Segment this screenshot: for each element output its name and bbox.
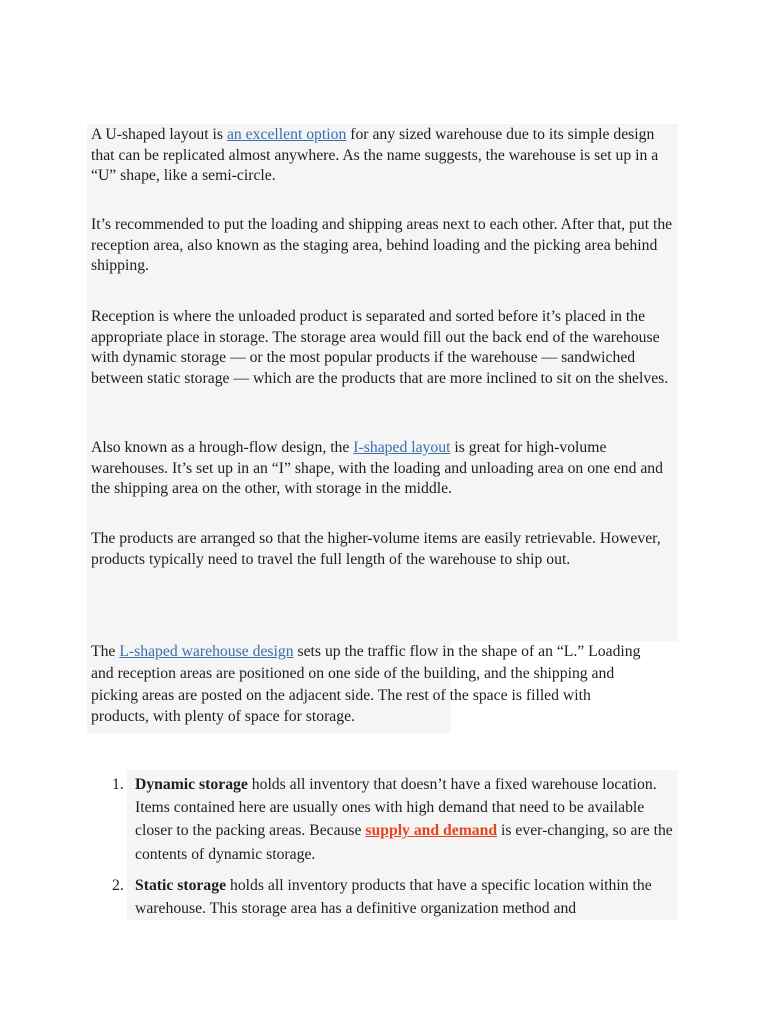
paragraph-text: The [91, 643, 120, 660]
paragraph-text: for any sized warehouse due to its simple design that can be replicated almost anywhere. As the name suggests, the warehouse is set up in a “U” shape, like a semi-circle. [91, 126, 659, 184]
link-supply-and-demand[interactable]: supply and demand [365, 822, 498, 840]
paragraph-i-shaped-layout [91, 438, 679, 500]
link-excellent-option[interactable]: an excellent option [226, 126, 347, 143]
list-item-text: is ever-changing, so are the contents of dynamic storage. [135, 822, 673, 863]
list-item-dynamic-storage [95, 773, 678, 866]
list-item-static-storage [95, 874, 678, 920]
paragraph-u-shaped-layout [91, 125, 679, 187]
list-item-term: Dynamic storage [135, 776, 248, 793]
paragraph-reception: Reception is where the unloaded product is separated and sorted before it’s placed in the appropriate place in storage. The storage area would fill out the back end of the warehouse with dynamic storage — or the most popular products if the warehouse — sandwiched between static storage — which are the products that are more inclined to sit on the shelves. [91, 308, 669, 387]
list-item-text: holds all inventory that doesn’t have a fixed warehouse location. Items contained here are usually ones with high demand that need to be available closer to the packing areas. Because [135, 776, 657, 840]
list-number: 2. [112, 876, 124, 894]
list-number: 1. [112, 776, 124, 793]
list-item-text: holds all inventory products that have a specific location within the warehouse. This storage area has a definitive organization method and [135, 876, 652, 918]
storage-types-list [95, 773, 678, 928]
paragraph-l-shaped-design [91, 641, 651, 728]
paragraph-text: is great for high-volume warehouses. It’s set up in an “I” shape, with the loading and unloading area on one end and the shipping area on the other, with storage in the middle. [91, 439, 663, 497]
link-i-shaped-layout[interactable]: I-shaped layout [353, 439, 451, 456]
paragraph-text: A U-shaped layout is [91, 126, 227, 143]
link-l-shaped-warehouse-design[interactable]: L-shaped warehouse design [119, 643, 294, 660]
list-item-term: Static storage [135, 876, 227, 894]
paragraph-text: Also known as a hrough-flow design, the [91, 439, 354, 456]
paragraph-text: sets up the traffic flow in the shape of an “L.” Loading and reception areas are positioned on one side of the building, and the shipping and picking areas are posted on the adjacent side. The rest of the space is filled with products, with plenty of space for storage. [91, 643, 641, 726]
paragraph-loading-shipping: It’s recommended to put the loading and shipping areas next to each other. After that, put the reception area, also known as the staging area, behind loading and the picking area behind shipping. [91, 216, 673, 274]
paragraph-products-arranged: The products are arranged so that the higher-volume items are easily retrievable. However, products typically need to travel the full length of the warehouse to ship out. [91, 530, 661, 568]
